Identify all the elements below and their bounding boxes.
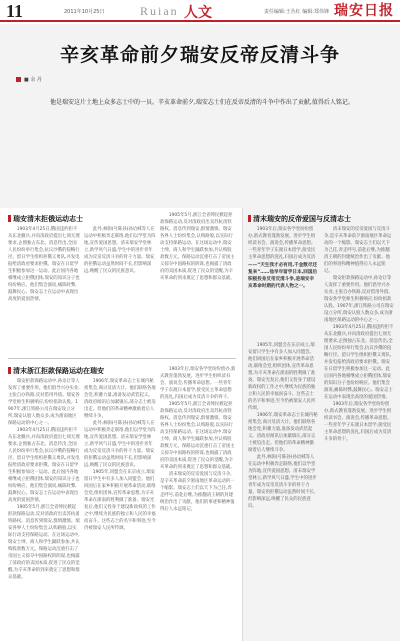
- page-number: 11: [6, 1, 24, 21]
- text-column-2: 此外,林驹(号陈孙)孙诒棫等人在运动中积极奔走联络,他们以学堂为阵地,宣传爱国思想。清末瑞安学堂林立,新学风气日盛,学生中的进步青年成为反帝反清斗争的骨干力量。瑞安的拒俄运动虽然时间不长,但影响深远,唤醒了民众的民族意识。: [84, 227, 156, 274]
- text-column-3: 1905年5月,浙江全省绅民掀起拒款保路运动,反对清政府出卖苏杭甬铁路权。消息传到瑞安,群情激愤。瑞安各界人士纷纷集会,认购路股,以实际行动支持保路运动。在这场运动中,瑞安士绅、商人和学生踊跃参加,共认购股款数万元。保路运动沉重打击了帝国主义掠夺中国路权的阴谋,也揭露了清政府的卖国本质,促进了民众的觉醒,为辛亥革命的到来奠定了思想和群众基础。: [160, 213, 235, 281]
- text-column-5: 1906年,瑞安革命志士在城内秘密集会,商讨反清大计。他们联络各地会党,积蓄力量,准备发动武装起义。清政府闻讯后加紧镇压,部分志士被迫出走。但他们的革命精神激励着后人继续斗争。 此外,林驹(号陈孙)孙诒棫等人在运动中积极奔走联络,他们以学堂为阵地,宣传爱国思想。清末瑞安学堂林立,新学风气日盛,学生中的进步青年成为反帝反清斗争的骨干力量。瑞安的拒俄运动虽然时间不长,但影响深远,唤醒了民众的民族意识。 1905年,同盟会在东京成立,瑞安留日学生中有多人加入同盟会。他们回国后在家乡积极开展革命活动,联络会党,组织团体,宣传革命思想,为辛亥革命在浙南的胜利做了准备。瑞安光复后,他们又投身于建设新政权的工作之中,继续为民族的独立和人民的幸福而奋斗。这些志士的名字和事迹,至今仍被瑞安人民所传颂。: [84, 379, 156, 531]
- article-lead: 他是瑞安这片土地上众多志士中的一员。辛亥革命前夕,瑞安志士们在反帝反清的斗争中作出了贡献,值得后人铭记。: [50, 99, 354, 106]
- heading-bar-icon: [8, 367, 11, 374]
- section-name-en: Ruian: [140, 4, 179, 18]
- text-column-4: 瑞安拒款保路运动中,孙诒让等人发挥了重要作用。他们倡导兴办实业,主张自办铁路,反对借用外债。瑞安各学堂师生积极响应,纷纷捐款认股。1907年,浙江铁路公司在瑞安设立分所,瑞安认股人数众多,成为浙南地区保路运动的中心之一。 1903年4月25日,俄国违约拒不从东北撤兵,并向清政府提出七项无理要求,企图独占东北。消息传出,全国人民纷纷举行集会,抗议沙俄的侵略行径。留日学生组织拒俄义勇队,并发电报给清政府要求拒俄。瑞安在日留学生积极参加这一运动。此后国内各地相继成立拒俄团体,瑞安的知识分子也纷纷响应。他们集会演说,痛陈时弊,鼓舞民心。瑞安志士在运动中表现出高度的爱国热情。 1905年5月,浙江全省绅民掀起拒款保路运动,反对清政府出卖苏杭甬铁路权。消息传到瑞安,群情激愤。瑞安各界人士纷纷集会,认购路股,以实际行动支持保路运动。在这场运动中,瑞安士绅、商人和学生踊跃参加,共认购股款数万元。保路运动沉重打击了帝国主义掠夺中国路权的阴谋,也揭露了清政府的卖国本质,促进了民众的觉醒,为辛亥革命的到来奠定了思想和群众基础。: [8, 379, 80, 580]
- section-heading-3: 清末瑞安的反帝爱国与反清志士: [248, 214, 351, 224]
- heading-bar-icon: [248, 215, 251, 222]
- text-column-8: 1905年,同盟会在东京成立,瑞安留日学生中有多人加入同盟会。他们回国后在家乡积极开展革命活动,联络会党,组织团体,宣传革命思想,为辛亥革命在浙南的胜利做了准备。瑞安光复后,他们又投身于建设新政权的工作之中,继续为民族的独立和人民的幸福而奋斗。这些志士的名字和事迹,至今仍被瑞安人民所传颂。 1906年,瑞安革命志士在城内秘密集会,商讨反清大计。他们联络各地会党,积蓄力量,准备发动武装起义。清政府闻讯后加紧镇压,部分志士被迫出走。但他们的革命精神激励着后人继续斗争。 此外,林驹(号陈孙)孙诒棫等人在运动中积极奔走联络,他们以学堂为阵地,宣传爱国思想。清末瑞安学堂林立,新学风气日盛,学生中的进步青年成为反帝反清斗争的骨干力量。瑞安的拒俄运动虽然时间不长,但影响深远,唤醒了民众的民族意识。: [248, 343, 318, 509]
- section-heading-2: 清末浙江拒款保路运动在瑞安: [8, 366, 104, 376]
- byline: [16, 76, 42, 83]
- text-column-9: 清末瑞安的反帝爱国与反清斗争,是辛亥革命前夕浙南地区革命运动的一个缩影。瑞安志士们以天下为己任,奔走呼号,前赴后继,为推翻清王朝的封建统治作出了贡献。他们的事迹和精神值得后人永远铭记。 瑞安拒款保路运动中,孙诒让等人发挥了重要作用。他们倡导兴办实业,主张自办铁路,反对借用外债。瑞安各学堂师生积极响应,纷纷捐款认股。1907年,浙江铁路公司在瑞安设立分所,瑞安认股人数众多,成为浙南地区保路运动的中心之一。 1903年4月25日,俄国违约拒不从东北撤兵,并向清政府提出七项无理要求,企图独占东北。消息传出,全国人民纷纷举行集会,抗议沙俄的侵略行径。留日学生组织拒俄义勇队,并发电报给清政府要求拒俄。瑞安在日留学生积极参加这一运动。此后国内各地相继成立拒俄团体,瑞安的知识分子也纷纷响应。他们集会演说,痛陈时弊,鼓舞民心。瑞安志士在运动中表现出高度的爱国热情。 1903年后,瑞安各学堂纷纷创办,新式教育蓬勃发展。进步学生组织读书会、演说会,传播革命思想。一些青年学子东渡日本留学,接受民主革命思想的洗礼,归国后成为反清斗争的骨干。: [324, 227, 394, 442]
- section-name-cn: 人文: [184, 5, 212, 21]
- byline-marker-icon: [16, 77, 21, 82]
- text-column-7: 1903年后,瑞安各学堂纷纷创办,新式教育蓬勃发展。进步学生组织读书会、演说会,传播革命思想。一些青年学子东渡日本留学,接受民主革命思想的洗礼,归国后成为反清: [248, 227, 316, 260]
- article-headline: 辛亥革命前夕瑞安反帝反清斗争: [59, 44, 340, 66]
- editor-credits: 责任编辑:王丛红 编辑:郑伟锋: [264, 9, 329, 15]
- heading-bar-icon: [8, 215, 11, 222]
- issue-date: 2011年10月25日: [64, 9, 105, 15]
- pull-quote: ——“天生我才必有用,千金散尽还复来”……他早年留学日本,回国后积极投身反帝反清斗争,是瑞安辛亥革命时期的代表人物之一。: [248, 263, 318, 289]
- newspaper-logo: 瑞安日报: [334, 3, 394, 19]
- author-name: ■ 余 丹: [24, 77, 42, 83]
- section-divider: [8, 358, 236, 359]
- masthead: [0, 0, 400, 22]
- text-column-6: 1903年后,瑞安各学堂纷纷创办,新式教育蓬勃发展。进步学生组织读书会、演说会,传播革命思想。一些青年学子东渡日本留学,接受民主革命思想的洗礼,归国后成为反清斗争的骨干。 1905年5月,浙江全省绅民掀起拒款保路运动,反对清政府出卖苏杭甬铁路权。消息传到瑞安,群情激愤。瑞安各界人士纷纷集会,认购路股,以实际行动支持保路运动。在这场运动中,瑞安士绅、商人和学生踊跃参加,共认购股款数万元。保路运动沉重打击了帝国主义掠夺中国路权的阴谋,也揭露了清政府的卖国本质,促进了民众的觉醒,为辛亥革命的到来奠定了思想和群众基础。 清末瑞安的反帝爱国与反清斗争,是辛亥革命前夕浙南地区革命运动的一个缩影。瑞安志士们以天下为己任,奔走呼号,前赴后继,为推翻清王朝的封建统治作出了贡献。他们的事迹和精神值得后人永远铭记。: [160, 367, 236, 512]
- section-heading-1: 瑞安清末拒俄运动志士: [8, 214, 83, 224]
- text-column-1: 1903年4月25日,俄国违约拒不从东北撤兵,并向清政府提出七项无理要求,企图独占东北。消息传出,全国人民纷纷举行集会,抗议沙俄的侵略行径。留日学生组织拒俄义勇队,并发电报给清政府要求拒俄。瑞安在日留学生积极参加这一运动。此后国内各地相继成立拒俄团体,瑞安的知识分子也纷纷响应。他们集会演说,痛陈时弊,鼓舞民心。瑞安志士在运动中表现出高度的爱国热情。: [8, 227, 80, 302]
